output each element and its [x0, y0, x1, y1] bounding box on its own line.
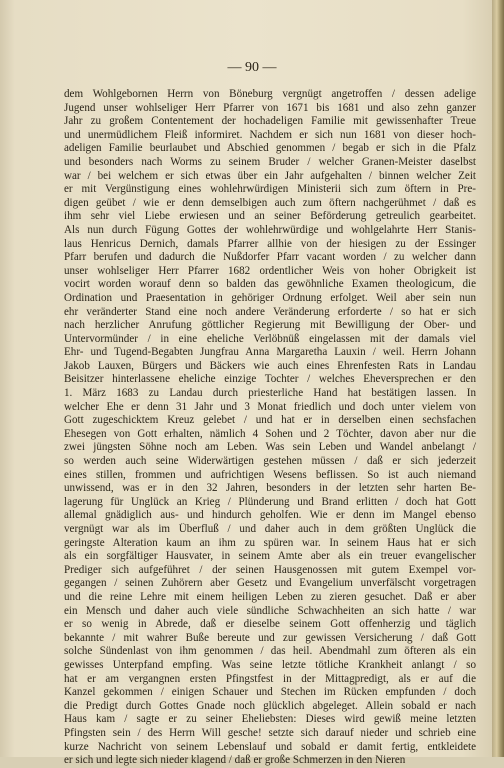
text-line: Haus kam / sagte er zu seiner Eheliebsten: Dieses wird gewiß meine letzten — [64, 713, 476, 726]
text-line: ihm sehr viel Liebe erwiesen und an seiner Beförderung getreulich gearbeitet. — [64, 210, 476, 223]
text-line: 1. März 1683 zu Landau durch priesterliche Hand hat bestätigen lassen. In — [64, 387, 476, 400]
text-line: vergnügt war als im Überfluß / und daher auch in dem größten Unglück die — [64, 523, 476, 535]
text-line: die Predigt durch Gottes Gnade noch glücklich abgeleget. Allein sobald er nach — [64, 699, 476, 712]
text-line: nach herzlicher Anrufung göttlicher Regierung mit Bewilligung der Ober- und — [64, 319, 476, 332]
text-line: hat er am vergangnen ersten Pfingstfest in der Mittagpredigt, als er auf die — [64, 672, 476, 685]
text-line: er mit Vergünstigung eines wohlehrwürdigen Ministerii sich zum öftern in Pre- — [64, 183, 476, 196]
text-line: Jahr zu großem Contentement der hochadeligen Familie mit gewissenhafter Treue — [64, 115, 476, 128]
text-line: als ein sorgfältiger Hausvater, in seinem Amte aber als ein treuer evangelischer — [64, 550, 476, 563]
text-line: Gott zugeschicktem Kreuz gelebet / und hat er in derselben einen sechsfachen — [64, 414, 476, 427]
text-line: Beisitzer hinterlassene eheliche einzige Tochter / welches Eheversprechen er den — [64, 373, 476, 386]
text-line: und besonders nach Worms zu seinem Bruder / welcher Granen-Meister daselbst — [64, 155, 476, 168]
text-line: ein Mensch und daher auch viele sündliche Schwachheiten an sich hatte / war — [64, 604, 476, 617]
text-line: Pfingsten sein / des Herrn Will gesche! setzte sich darauf nieder und schrieb eine — [64, 726, 476, 739]
text-line: Ehr- und Tugend-Begabten Jungfrau Anna Margaretha Lauxin / weil. Herrn Johann — [64, 346, 476, 359]
text-line: Kanzel gekommen / einigen Schauer und Stechen im Rücken empfunden / doch — [64, 686, 476, 699]
text-line: Ehesegen von Gott erhalten, nämlich 4 Sohen und 2 Töchter, davon aber nur die — [64, 427, 476, 440]
text-line: und die reine Lehre mit einem heiligen Leben zu zieren gesuchet. Daß er aber — [64, 590, 476, 603]
text-line: dem Wohlgebornen Herrn von Böneburg vergnügt angetroffen / dessen adelige — [64, 88, 476, 100]
text-line: geringste Alteration kaum an ihm zu spüren war. In seinem Haus hat er sich — [64, 536, 476, 549]
page-number: — 90 — — [227, 60, 277, 75]
text-line: allemal gnädiglich aus- und hindurch geholfen. Wie er denn im Mangel ebenso — [64, 509, 476, 522]
text-line: adeligen Familie beurlaubet und Abschied genommen / begab er sich in die Pfalz — [64, 142, 476, 155]
text-line: Jugend unser wohlseliger Herr Pfarrer von 1671 bis 1681 und also zehn ganzer — [64, 101, 476, 114]
text-line: er so wenig in Abrede, daß er dieselbe seinem Gott offenherzig und täglich — [64, 618, 476, 631]
text-line: digen geübet / wie er denn demselbigen auch zum öftern nachgerühmet / daß es — [64, 196, 476, 209]
text-line: laus Henricus Dernich, damals Pfarrer allhie von der hiesigen zu der Essinger — [64, 237, 476, 250]
text-line: kurze Nachricht von seinem Lebenslauf und sobald er damit fertig, entkleidete — [64, 740, 476, 753]
text-line: Prediger sich aufgeführet / der seinen Hausgenossen mit gutem Exempel vor- — [64, 563, 476, 576]
text-line: lagerung für Unglück an Krieg / Plünderung und Brand erlitten / doch hat Gott — [64, 495, 476, 508]
text-line: Jakob Lauxen, Bürgers und Bäckers wie auch eines Ehrenfesten Rats in Landau — [64, 359, 476, 372]
text-line: ehr veränderter Stand eine noch andere Veränderung erforderte / so hat er sich — [64, 305, 476, 318]
body-text — [64, 88, 476, 768]
text-line: Pfarr berufen und dadurch die Nußdorfer Pfarr vacant worden / zu welcher dann — [64, 251, 476, 264]
text-line: gegangen / seinen Zuhörern aber Gesetz und Evangelium unverfälscht vorgetragen — [64, 577, 476, 590]
text-line: gewisses Unterpfand empfing. Was seine letzte tötliche Krankheit anlangt / so — [64, 658, 476, 671]
text-line: Untervormünder / in eine eheliche Verlöbnüß eingelassen mit der damals viel — [64, 332, 476, 345]
text-line: war / bei welchem er sich etwas über ein Jahr aufgehalten / binnen welcher Zeit — [64, 169, 476, 182]
text-line: unser wohlseliger Herr Pfarrer 1682 ordentlicher Weis von hoher Obrigkeit ist — [64, 264, 476, 277]
text-line: vocirt worden worauf denn so balden das gewöhnliche Examen theologicum, die — [64, 278, 476, 291]
text-line: unwissend, was er in den 32 Jahren, besonders in der letzten sehr harten Be- — [64, 482, 476, 495]
text-line: zwei jüngsten Söhne noch am Leben. Was sein Leben und Wandel anbelangt / — [64, 441, 476, 454]
text-line: und unermüdlichem Fleiß informiret. Nachdem er sich nun 1681 von dieser hoch- — [64, 128, 476, 141]
text-line: bekannte / mit wahrer Buße bereute und zur gewissen Versicherung / daß Gott — [64, 631, 476, 644]
text-line: er sich und legte sich nieder klagend / daß er große Schmerzen in den Nieren — [64, 754, 406, 767]
text-line: welcher Ehe er denn 31 Jahr und 3 Monat friedlich und doch unter vielem von — [64, 400, 476, 413]
text-line: Ordination und Praesentation in gehöriger Ordnung erfolget. Weil aber sein nun — [64, 291, 476, 304]
book-edge — [492, 0, 504, 757]
text-line: solche Sündenlast von ihm genommen / das heil. Abendmahl zum öfteren als ein — [64, 645, 476, 658]
text-line: eines stillen, frommen und aufrichtigen Wesens beflissen. So ist auch niemand — [64, 468, 476, 481]
text-line: Als nun durch Fügung Gottes der wohlehrwürdige und wohlgelahrte Herr Stanis- — [64, 223, 476, 236]
text-line: so werden auch seine Widerwärtigen gestehen müssen / daß er sich jederzeit — [64, 455, 476, 468]
